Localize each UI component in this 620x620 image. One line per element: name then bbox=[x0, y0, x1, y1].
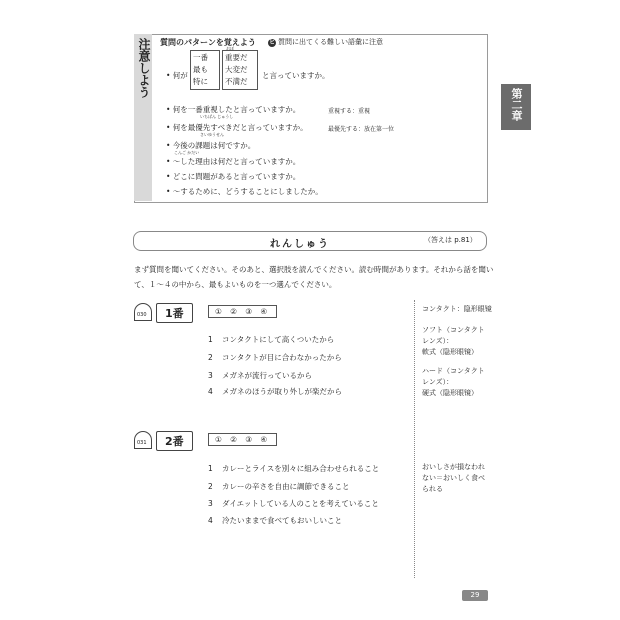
gloss: 最優先する：放在第一位 bbox=[328, 126, 395, 133]
option-number: 2 bbox=[208, 353, 213, 362]
pattern-lead: • 何が bbox=[166, 71, 188, 80]
note-bullet: • どこに問題があると言っていますか。 bbox=[166, 172, 301, 181]
adjective-word: 大変だ bbox=[225, 65, 248, 74]
note-bullet: • ～するために、どうすることにしましたか。 bbox=[166, 187, 323, 196]
vocab-line: ハード（コンタクト bbox=[422, 367, 485, 375]
word-box-degree bbox=[190, 50, 220, 90]
note-bullet: • ～した理由は何だと言っていますか。 bbox=[166, 157, 301, 166]
option-row bbox=[208, 334, 334, 345]
note-title: 質問のパターンを覚えよう bbox=[160, 38, 256, 47]
answer-reference: （答えは p.81） bbox=[424, 236, 477, 244]
word-box-adjective bbox=[222, 50, 258, 90]
option-number: 1 bbox=[208, 464, 213, 473]
note-hint-text: 質問に出てくる難しい語彙に注意 bbox=[278, 38, 383, 46]
hint-icon: ヒ bbox=[268, 39, 275, 46]
note-tab-label: 注意しよう bbox=[137, 38, 151, 98]
note-title-ruby: おぼ bbox=[226, 46, 234, 51]
option-text: カレーとライスを別々に組み合わせられること bbox=[222, 464, 380, 473]
vocab-line: 軟式（隐形眼镜） bbox=[422, 348, 478, 356]
pattern-tail: と言っていますか。 bbox=[262, 71, 330, 80]
option-row bbox=[208, 463, 379, 474]
chapter-label: 第二章 bbox=[510, 88, 523, 121]
vocab-line: ソフト（コンタクト bbox=[422, 326, 485, 334]
vocab-line: レンズ）： bbox=[422, 337, 454, 345]
answer-choices[interactable]: ① ② ③ ④ bbox=[208, 305, 277, 318]
vocab-line: られる bbox=[422, 485, 443, 493]
option-number: 3 bbox=[208, 371, 213, 380]
option-text: ダイエットしている人のことを考えていること bbox=[222, 499, 379, 508]
option-row bbox=[208, 386, 342, 397]
option-number: 3 bbox=[208, 499, 213, 508]
option-text: メガネが流行っているから bbox=[222, 371, 312, 380]
vocab-line: コンタクト：隐形眼镜 bbox=[422, 305, 492, 313]
margin-divider bbox=[414, 300, 415, 578]
page-number: 29 bbox=[462, 590, 488, 601]
practice-instructions: まず質問を聞いてください。そのあと、選択肢を読んでください。読む時間があります。それから話を聞いて、１～４の中から、最もよいものを一つ選んでください。 bbox=[134, 265, 494, 289]
bullet-ruby: こんご かだい bbox=[174, 150, 200, 155]
option-row bbox=[208, 352, 342, 363]
vocab-line: おいしさが損なわれ bbox=[422, 463, 485, 471]
practice-title: れんしゅう bbox=[270, 239, 330, 250]
question-number: 2番 bbox=[156, 431, 193, 451]
track-number: 031 bbox=[137, 440, 147, 446]
track-number: 030 bbox=[137, 312, 147, 318]
degree-word: 一番 bbox=[193, 53, 208, 62]
vocab-line: 硬式（隐形眼镜） bbox=[422, 389, 478, 397]
note-hint bbox=[268, 37, 383, 47]
option-row bbox=[208, 481, 350, 492]
option-row bbox=[208, 515, 342, 526]
option-text: カレーの辛さを自由に調節できること bbox=[222, 482, 350, 491]
vocab-line: レンズ）： bbox=[422, 378, 454, 386]
vocab-notes bbox=[422, 304, 492, 399]
answer-choices[interactable]: ① ② ③ ④ bbox=[208, 433, 277, 446]
degree-word: 最も bbox=[193, 65, 208, 74]
question-number: 1番 bbox=[156, 303, 193, 323]
option-number: 2 bbox=[208, 482, 213, 491]
adjective-word: 不満だ bbox=[225, 77, 248, 86]
note-bullet: • 今後の課題は何ですか。 bbox=[166, 141, 256, 150]
option-text: メガネのほうが取り外しが楽だから bbox=[222, 387, 342, 396]
note-bullet: • 何を最優先すべきだと言っていますか。 bbox=[166, 123, 308, 132]
option-text: コンタクトにして高くついたから bbox=[222, 335, 335, 344]
vocab-notes bbox=[422, 462, 485, 495]
option-number: 4 bbox=[208, 387, 213, 396]
adjective-word: 重要だ bbox=[225, 53, 248, 62]
option-row bbox=[208, 498, 379, 509]
chapter-tab[interactable] bbox=[501, 84, 531, 130]
option-text: コンタクトが目に合わなかったから bbox=[222, 353, 342, 362]
option-text: 冷たいままで食べてもおいしいこと bbox=[222, 516, 342, 525]
gloss: 重視する：重視 bbox=[328, 108, 371, 115]
option-number: 1 bbox=[208, 335, 213, 344]
bullet-ruby: さいゆうせん bbox=[200, 132, 224, 137]
option-row bbox=[208, 370, 312, 381]
degree-word: 特に bbox=[193, 77, 208, 86]
option-number: 4 bbox=[208, 516, 213, 525]
note-bullet: • 何を一番重視したと言っていますか。 bbox=[166, 105, 301, 114]
vocab-line: ない＝おいしく食べ bbox=[422, 474, 485, 482]
bullet-ruby: いちばん じゅうし bbox=[200, 114, 234, 119]
